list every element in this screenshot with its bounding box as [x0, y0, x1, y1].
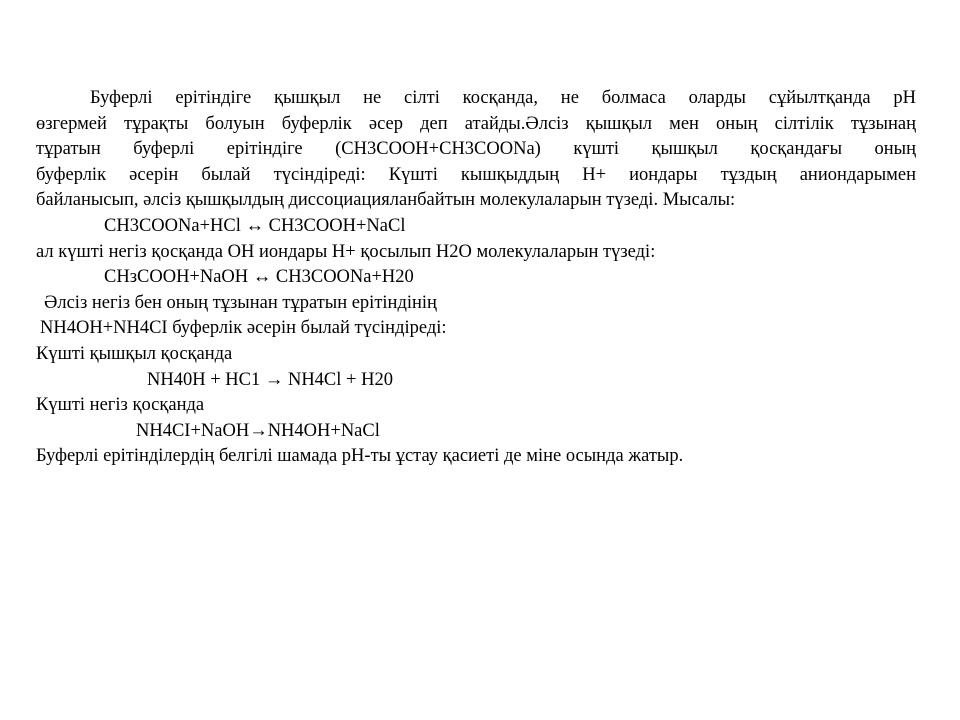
equation-acid-buffer-hcl: CH3COONa+HCl ↔ CH3COOH+NaCl — [104, 215, 406, 236]
equation-acid-buffer-naoh: CHзCOOH+NaOH ↔ CH3COONa+H20 — [104, 267, 414, 288]
paragraph-line-1: Буферлі ерітіндіге қышқыл не сілті косқанда, не болмаса оларды сұйылтқанда pH — [90, 88, 916, 108]
slide-text-body — [36, 86, 916, 470]
paragraph-line-nh4oh-buffer: NH4OH+NH4CI буферлік әсерін былай түсіндіреді: — [40, 318, 447, 339]
paragraph-line-2: өзгермей тұрақты болуын буферлік әсер деп атайды.Әлсіз қышқыл мен оның сілтілік тұзынаң — [36, 113, 916, 134]
paragraph-line-5: байланысып, әлсіз қышқылдың диссоциацияланбайтын молекулаларын түзеді. Мысалы: — [36, 190, 736, 211]
label-strong-base-added: Күшті негіз қосқанда — [36, 395, 205, 416]
paragraph-line-conclusion: Буферлі ерітінділердің белгілі шамада pH-ты ұстау қасиеті де міне осында жатыр. — [36, 446, 684, 467]
paragraph-line-3: тұратын буферлі ерітіндіге (CH3COOH+CH3COONa) күшті қышқыл қосқандағы оның — [36, 139, 916, 160]
paragraph-line-base-addition: ал күшті негіз қосқанда ОН иондары Н+ қосылып Н2О молекулаларын түзеді: — [36, 241, 656, 262]
paragraph-line-weak-base: Әлсіз негіз бен оның тұзынан тұратын ерітіндінің — [44, 292, 437, 313]
equation-base-buffer-naoh: NH4CI+NaOH→NH4OH+NaCl — [136, 420, 380, 441]
label-strong-acid-added: Күшті қышқыл қосқанда — [36, 343, 233, 364]
paragraph-line-4: буферлік әсерін былай түсіндіреді: Күшті кышқыддың Н+ иондары тұздың аниондарымен — [36, 164, 916, 185]
equation-base-buffer-hcl: NH40H + HC1 → NH4Cl + H20 — [147, 369, 393, 390]
